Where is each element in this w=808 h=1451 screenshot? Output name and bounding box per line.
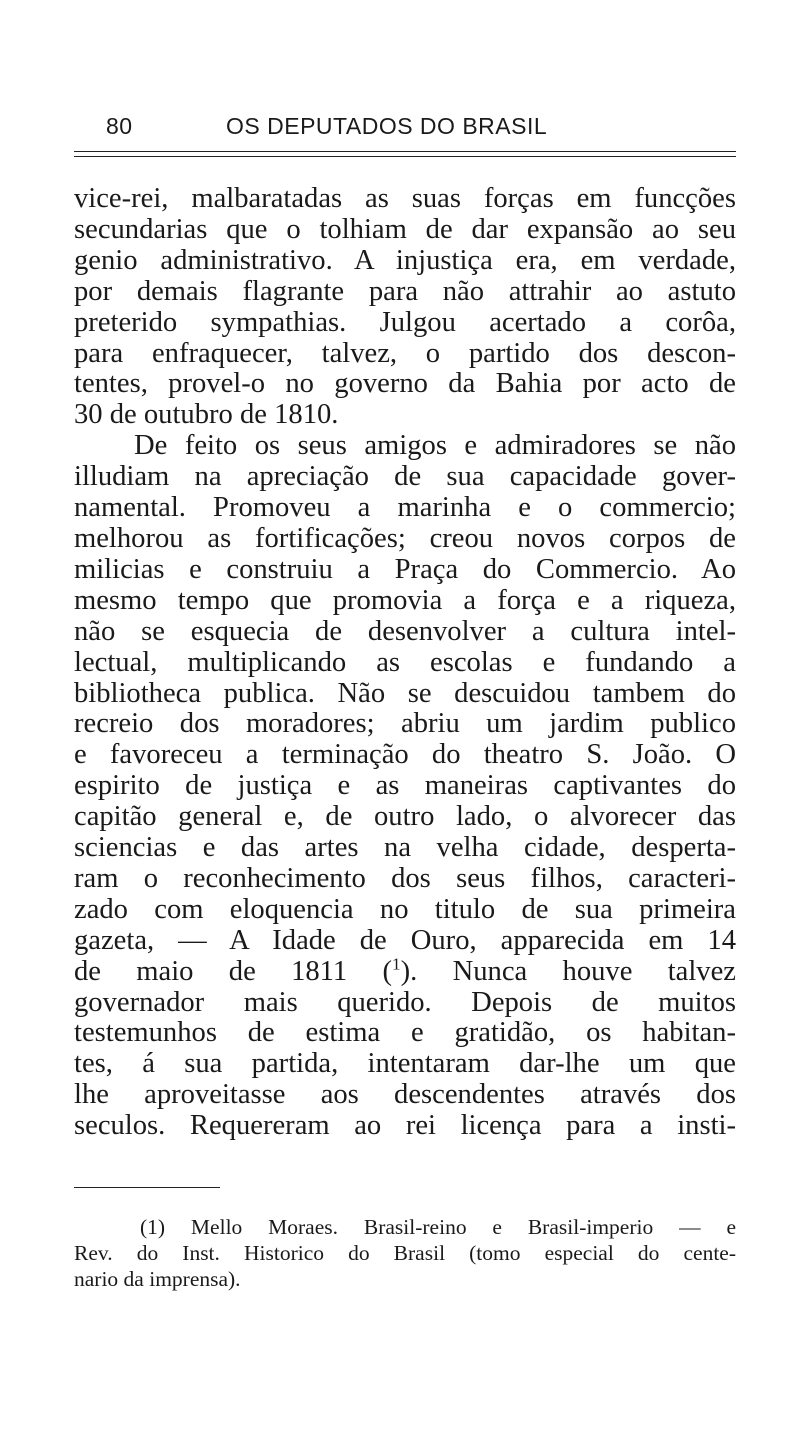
body-text [74, 184, 736, 1142]
page-number: 80 [106, 113, 133, 139]
text-line: e favoreceu a terminação do theatro S. João. O [74, 739, 736, 771]
text-line: sciencias e das artes na velha cidade, desperta- [74, 832, 736, 864]
text-line: seculos. Requereram ao rei licença para a insti- [74, 1110, 736, 1142]
text-line: mesmo tempo que promovia a força e a riqueza, [74, 584, 736, 616]
text-line: ram o reconhecimento dos seus filhos, caracteri- [74, 862, 736, 894]
text-line: milicias e construiu a Praça do Commercio. Ao [74, 553, 736, 585]
footnote-line: (1) Mello Moraes. Brasil-reino e Brasil-imperio — e [140, 1215, 736, 1239]
text-line: gazeta, — A Idade de Ouro, apparecida em 14 [74, 924, 736, 956]
text-line: tes, á sua partida, intentaram dar-lhe um que [74, 1048, 736, 1080]
running-title: OS DEPUTADOS DO BRASIL [226, 113, 548, 139]
footnote-separator [74, 1187, 220, 1188]
text-line: para enfraquecer, talvez, o partido dos descon- [74, 337, 736, 369]
text-line: lectual, multiplicando as escolas e fundando a [74, 646, 736, 678]
text-line: tentes, provel-o no governo da Bahia por acto de [74, 368, 736, 400]
running-head [100, 113, 640, 153]
text-line: testemunhos de estima e gratidão, os habitan- [74, 1017, 736, 1049]
footnote-line: nario da imprensa). [74, 1267, 241, 1291]
text-line: genio administrativo. A injustiça era, em verdade, [74, 244, 736, 276]
text-line: preterido sympathias. Julgou acertado a corôa, [74, 306, 736, 338]
text-line: 30 de outubro de 1810. [74, 399, 339, 431]
text-line: não se esquecia de desenvolver a cultura intel- [74, 615, 736, 647]
text-line: De feito os seus amigos e admiradores se não [134, 430, 736, 462]
header-rule-top [74, 151, 736, 152]
header-rule-bottom [74, 156, 736, 157]
text-line: capitão general e, de outro lado, o alvorecer das [74, 801, 736, 833]
text-line: bibliotheca publica. Não se descuidou tambem do [74, 677, 736, 709]
text-line: espirito de justiça e as maneiras captivantes do [74, 770, 736, 802]
text-line: por demais flagrante para não attrahir ao astuto [74, 275, 736, 307]
footnote [74, 1214, 736, 1292]
text-line: recreio dos moradores; abriu um jardim publico [74, 708, 736, 740]
text-line: secundarias que o tolhiam de dar expansão ao seu [74, 213, 736, 245]
text-line: namental. Promoveu a marinha e o commercio; [74, 492, 736, 524]
text-line: illudiam na apreciação de sua capacidade gover- [74, 461, 736, 493]
text-line-with-note [74, 954, 736, 988]
text-fragment: de maio de 1811 ( [74, 955, 393, 987]
footnote-reference: 1 [392, 954, 401, 974]
footnote-line: Rev. do Inst. Historico do Brasil (tomo especial do cente- [74, 1241, 736, 1265]
text-line: zado com eloquencia no titulo de sua primeira [74, 893, 736, 925]
text-line: melhorou as fortificações; creou novos corpos de [74, 522, 736, 554]
text-line: lhe aproveitasse aos descendentes através dos [74, 1079, 736, 1111]
text-line: vice-rei, malbaratadas as suas forças em funcções [74, 183, 736, 214]
text-line: governador mais querido. Depois de muitos [74, 986, 736, 1018]
text-fragment: ). Nunca houve talvez [400, 955, 736, 987]
